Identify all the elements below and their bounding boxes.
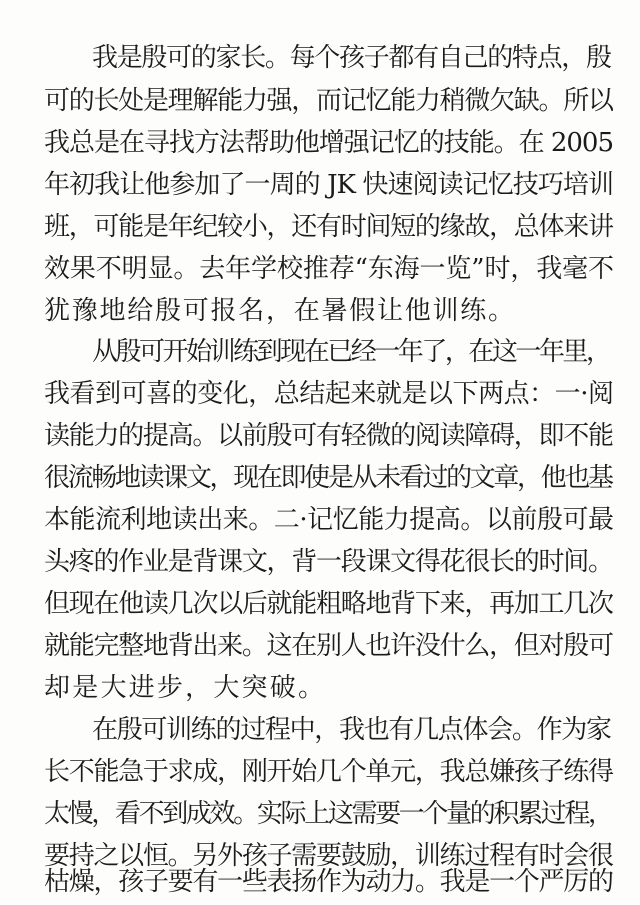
text-line: 班，可能是年纪较小，还有时间短的缘故，总体来讲 xyxy=(44,212,613,242)
text-line: 太慢，看不到成效。实际上这需要一个量的积累过程， xyxy=(44,799,612,829)
text-line: 可的长处是理解能力强，而记忆能力稍微欠缺。所以 xyxy=(44,86,613,116)
text-line: 本能流利地读出来。二·记忆能力提高。以前殷可最 xyxy=(44,505,614,535)
text-line: 要持之以恒。另外孩子需要鼓励，训练过程有时会很 xyxy=(44,841,613,871)
text-line: 从殷可开始训练到现在已经一年了，在这一年里， xyxy=(92,337,610,367)
text-line: 读能力的提高。以前殷可有轻微的阅读障碍，即不能 xyxy=(44,421,613,451)
text-line: 我看到可喜的变化，总结起来就是以下两点：一·阅 xyxy=(44,379,614,409)
text-line: 头疼的作业是背课文，背一段课文得花很长的时间。 xyxy=(44,547,613,577)
text-line: 就能完整地背出来。这在别人也许没什么，但对殷可 xyxy=(44,631,613,661)
text-line: 在殷可训练的过程中，我也有几点体会。作为家 xyxy=(92,715,611,745)
text-line: 年初我让他参加了一周的 JK 快速阅读记忆技巧培训 xyxy=(44,170,614,200)
text-line: 效果不明显。去年学校推荐“东海一览”时，我毫不 xyxy=(44,254,614,284)
text-line: 很流畅地读课文，现在即使是从未看过的文章，他也基 xyxy=(44,463,612,493)
text-line: 我总是在寻找方法帮助他增强记忆的技能。在 2005 xyxy=(44,128,613,158)
text-line: 犹豫地给殷可报名，在暑假让他训练。 xyxy=(44,296,516,326)
text-line: 却是大进步，大突破。 xyxy=(44,673,327,703)
text-line: 我是殷可的家长。每个孩子都有自己的特点，殷 xyxy=(92,43,611,73)
text-line: 但现在他读几次以后就能粗略地背下来，再加工几次 xyxy=(44,589,613,619)
text-line: 枯燥，孩子要有一些表扬作为动力。我是一个严厉的 xyxy=(44,867,613,897)
text-line: 长不能急于求成，刚开始几个单元，我总嫌孩子练得 xyxy=(44,757,613,787)
